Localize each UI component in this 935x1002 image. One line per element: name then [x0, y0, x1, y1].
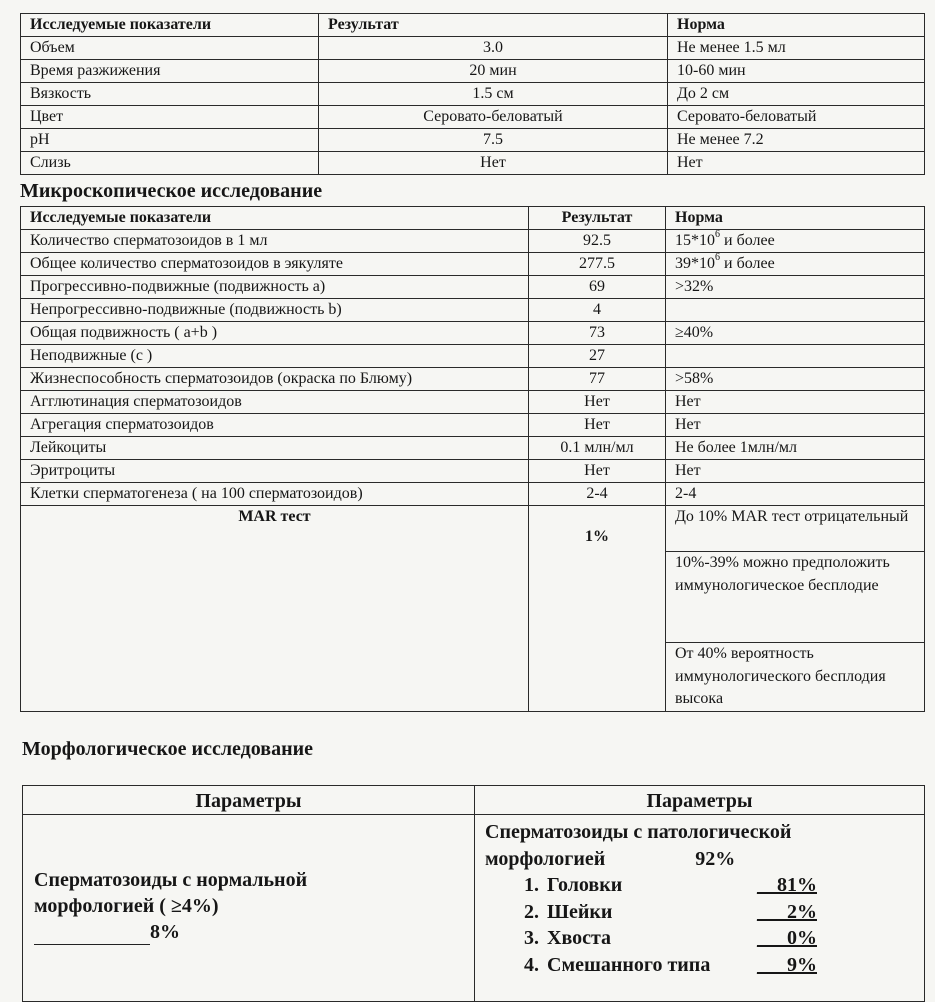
morphology-row: [23, 815, 925, 1002]
table-header-row: [23, 786, 925, 815]
header-norm: Норма: [666, 207, 925, 230]
header-params-left: Параметры: [23, 786, 475, 815]
table-row: [21, 83, 925, 106]
result-cell: Серовато-беловатый: [319, 106, 668, 129]
table-header-row: [21, 207, 925, 230]
param-cell: Общая подвижность ( a+b ): [21, 322, 529, 345]
table-row: [21, 230, 925, 253]
param-cell: Цвет: [21, 106, 319, 129]
item-number: 4.: [524, 953, 539, 976]
param-cell: Жизнеспособность сперматозоидов (окраска по Блюму): [21, 368, 529, 391]
header-params-right: Параметры: [475, 786, 925, 815]
header-norm: Норма: [668, 14, 925, 37]
normal-morphology-cell: [23, 815, 475, 1002]
result-cell: 1.5 см: [319, 83, 668, 106]
norm-cell: [666, 230, 925, 253]
microscopic-table: [20, 206, 925, 712]
param-cell: Неподвижные (с ): [21, 345, 529, 368]
table-row: [21, 299, 925, 322]
norm-cell: 2-4: [666, 483, 925, 506]
normal-value-line: [34, 919, 307, 945]
mar-norm-negative: До 10% MAR тест отрицательный: [666, 506, 925, 552]
norm-cell: Не менее 7.2: [668, 129, 925, 152]
norm-exponent: 6: [715, 252, 720, 263]
general-params-table: [20, 13, 925, 175]
norm-exponent: 6: [715, 229, 720, 240]
norm-cell: Не менее 1.5 мл: [668, 37, 925, 60]
table-row: [21, 106, 925, 129]
section-title-microscopic: Микроскопическое исследование: [20, 180, 323, 202]
item-name: Головки: [547, 874, 623, 896]
param-cell: Лейкоциты: [21, 437, 529, 460]
result-cell: 92.5: [529, 230, 666, 253]
result-cell: Нет: [529, 414, 666, 437]
result-cell: Нет: [529, 460, 666, 483]
norm-cell: >58%: [666, 368, 925, 391]
norm-cell: [666, 299, 925, 322]
param-cell: Эритроциты: [21, 460, 529, 483]
norm-cell: Нет: [668, 152, 925, 175]
param-cell: Агрегация сперматозоидов: [21, 414, 529, 437]
param-cell: Прогрессивно-подвижные (подвижность а): [21, 276, 529, 299]
result-cell: 7.5: [319, 129, 668, 152]
mar-test-result: [529, 506, 666, 712]
norm-cell: [666, 345, 925, 368]
table-row: [21, 322, 925, 345]
item-value: ___0%: [757, 927, 817, 949]
table-header-row: [21, 14, 925, 37]
norm-value: 15*10: [675, 232, 715, 249]
header-param: Исследуемые показатели: [21, 207, 529, 230]
param-cell: pH: [21, 129, 319, 152]
param-cell: Агглютинация сперматозоидов: [21, 391, 529, 414]
result-cell: 3.0: [319, 37, 668, 60]
norm-suffix: и более: [720, 255, 775, 272]
norm-cell: Нет: [666, 414, 925, 437]
table-row: [21, 368, 925, 391]
param-cell: Клетки сперматогенеза ( на 100 сперматозоидов): [21, 483, 529, 506]
item-value: __81%: [757, 874, 817, 896]
item-name: Смешанного типа: [547, 953, 711, 976]
list-item: [485, 925, 817, 952]
norm-cell: 10-60 мин: [668, 60, 925, 83]
norm-cell: Нет: [666, 460, 925, 483]
param-cell: Общее количество сперматозоидов в эякуляте: [21, 253, 529, 276]
result-cell: 69: [529, 276, 666, 299]
mar-row-1: [21, 506, 925, 552]
param-cell: Объем: [21, 37, 319, 60]
mar-result-value: 1%: [585, 528, 609, 545]
result-cell: 4: [529, 299, 666, 322]
norm-cell: Серовато-беловатый: [668, 106, 925, 129]
list-item: [485, 899, 817, 926]
item-name: Шейки: [547, 900, 613, 923]
header-result: Результат: [319, 14, 668, 37]
norm-cell: [666, 253, 925, 276]
normal-line-2: морфологией ( ≥4%): [34, 895, 219, 917]
normal-morphology-block: [34, 867, 307, 945]
pathological-morphology-block: [485, 819, 817, 978]
result-cell: 73: [529, 322, 666, 345]
item-number: 2.: [524, 900, 539, 923]
section-title-morphological: Морфологическое исследование: [22, 738, 314, 760]
result-cell: 277.5: [529, 253, 666, 276]
list-item: [485, 952, 817, 979]
pathological-line-2: морфологией: [485, 847, 606, 870]
norm-cell: ≥40%: [666, 322, 925, 345]
result-cell: 77: [529, 368, 666, 391]
item-number: 1.: [524, 874, 539, 896]
norm-cell: Нет: [666, 391, 925, 414]
result-cell: 0.1 млн/мл: [529, 437, 666, 460]
item-value: ___2%: [757, 900, 817, 923]
norm-cell: Не более 1млн/мл: [666, 437, 925, 460]
param-cell: Время разжижения: [21, 60, 319, 83]
normal-line-1: Сперматозоиды с нормальной: [34, 869, 308, 891]
list-item: [485, 872, 817, 899]
result-cell: 2-4: [529, 483, 666, 506]
table-row: [21, 345, 925, 368]
result-cell: Нет: [529, 391, 666, 414]
pathological-value: 92%: [695, 847, 736, 870]
mar-norm-possible: 10%-39% можно предположить иммунологическое бесплодие: [666, 552, 925, 643]
param-cell: Непрогрессивно-подвижные (подвижность b): [21, 299, 529, 322]
table-row: [21, 460, 925, 483]
mar-test-label: MAR тест: [21, 506, 529, 712]
table-row: [21, 437, 925, 460]
result-cell: Нет: [319, 152, 668, 175]
defect-list: [485, 872, 817, 978]
table-row: [21, 276, 925, 299]
table-row: [21, 37, 925, 60]
norm-cell: До 2 см: [668, 83, 925, 106]
table-row: [21, 129, 925, 152]
result-cell: 27: [529, 345, 666, 368]
table-row: [21, 253, 925, 276]
norm-suffix: и более: [720, 232, 775, 249]
mar-norm-high: От 40% вероятность иммунологического бесплодия высока: [666, 643, 925, 712]
param-cell: Количество сперматозоидов в 1 мл: [21, 230, 529, 253]
norm-value: 39*10: [675, 255, 715, 272]
header-result: Результат: [529, 207, 666, 230]
item-value: ___9%: [757, 953, 817, 976]
morphology-table: [22, 785, 925, 1002]
item-number: 3.: [524, 927, 539, 949]
table-row: [21, 152, 925, 175]
pathological-morphology-cell: [475, 815, 925, 1002]
header-param: Исследуемые показатели: [21, 14, 319, 37]
blank-line: [34, 924, 150, 945]
pathological-line-2-wrap: [485, 846, 817, 873]
table-row: [21, 391, 925, 414]
normal-value: 8%: [150, 921, 180, 943]
table-row: [21, 483, 925, 506]
result-cell: 20 мин: [319, 60, 668, 83]
table-row: [21, 414, 925, 437]
table-row: [21, 60, 925, 83]
param-cell: Вязкость: [21, 83, 319, 106]
pathological-line-1: Сперматозоиды с патологической: [485, 821, 792, 843]
param-cell: Слизь: [21, 152, 319, 175]
norm-cell: >32%: [666, 276, 925, 299]
item-name: Хвоста: [547, 927, 612, 949]
